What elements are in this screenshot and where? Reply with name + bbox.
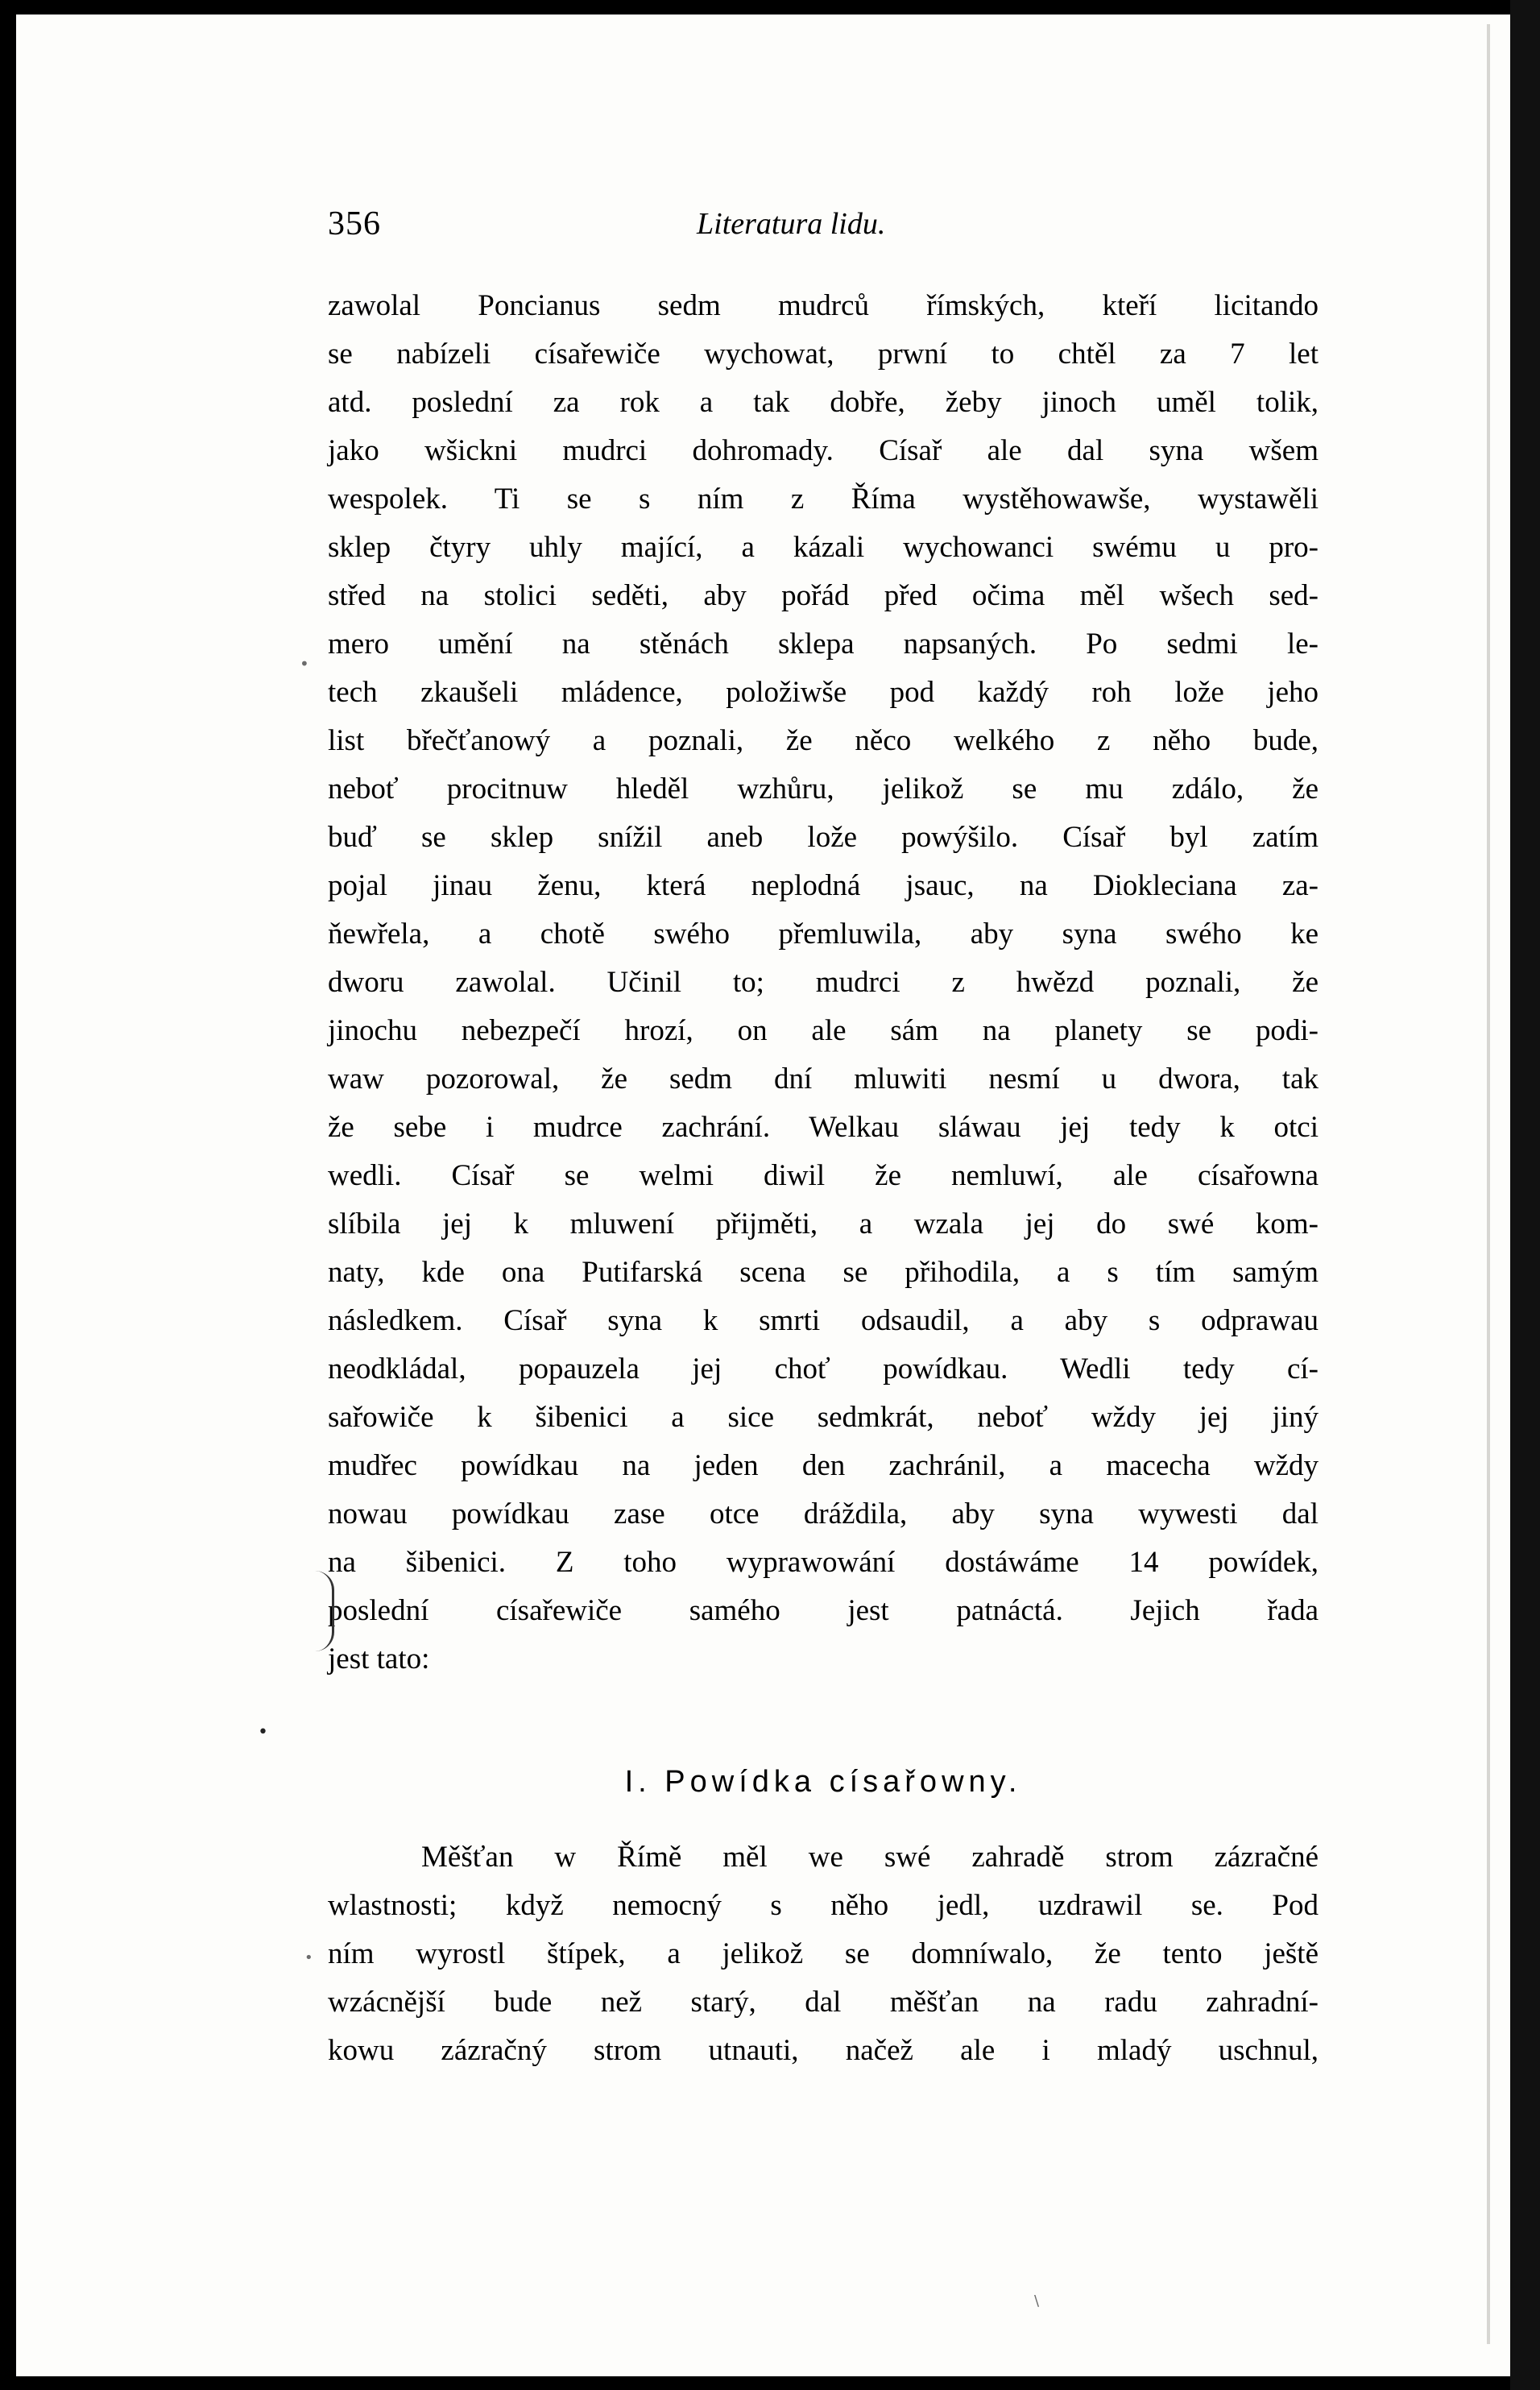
margin-dot: • xyxy=(300,654,309,673)
text-line: poslední císařewiče samého jest patnáctá. Jejich řada xyxy=(328,1594,1319,1627)
text-line: mero umění na stěnách sklepa napsaných. Po sedmi le- xyxy=(328,628,1319,661)
main-paragraph xyxy=(328,282,1319,1684)
text-line: buď se sklep snížil aneb lože powýšilo. Císař byl zatím xyxy=(328,821,1319,854)
text-line: list břečťanowý a poznali, že něco welkého z něho bude, xyxy=(328,724,1319,757)
text-line: neodkládal, popauzela jej choť powídkau. Wedli tedy cí- xyxy=(328,1352,1319,1386)
margin-dot: • xyxy=(258,1722,268,1742)
text-line: jest tato: xyxy=(328,1642,430,1675)
text-line: ním wyrostl štípek, a jelikož se domníwalo, že tento ještě xyxy=(328,1937,1319,1970)
text-line: wlastnosti; když nemocný s něho jedl, uzdrawil se. Pod xyxy=(328,1889,1319,1922)
text-line: naty, kde ona Putifarská scena se přihodila, a s tím samým xyxy=(328,1256,1319,1289)
text-line: wedli. Císař se welmi diwil že nemluwí, ale císařowna xyxy=(328,1159,1319,1192)
page-number: 356 xyxy=(328,205,381,242)
text-line: wzácnější bude než starý, dal měšťan na radu zahradní- xyxy=(328,1986,1319,2019)
text-line: jinochu nebezpečí hrozí, on ale sám na planety se podi- xyxy=(328,1014,1319,1047)
text-line: wespolek. Ti se s ním z Říma wystěhowawše, wystawěli xyxy=(328,483,1319,516)
margin-dot: • xyxy=(304,1949,313,1966)
text-line: jako wšickni mudrci dohromady. Císař ale dal syna wšem xyxy=(328,434,1319,467)
text-line: pojal jinau ženu, která neplodná jsauc, na Diokleciana za- xyxy=(328,869,1319,902)
margin-bracket-mark xyxy=(314,1571,334,1651)
text-line: slíbila jej k mluwení přijměti, a wzala jej do swé kom- xyxy=(328,1207,1319,1241)
running-title: Literatura lidu. xyxy=(697,207,886,241)
text-line: se nabízeli císařewiče wychowat, prwní to chtěl za 7 let xyxy=(328,338,1319,371)
page-header xyxy=(328,200,1319,248)
text-line: ňewřela, a chotě swého přemluwila, aby syna swého ke xyxy=(328,917,1319,951)
text-line: kowu zázračný strom utnauti, načež ale i mladý uschnul, xyxy=(328,2034,1319,2067)
text-line: mudřec powídkau na jeden den zachránil, a macecha wždy xyxy=(328,1449,1319,1482)
text-line: Měšťan w Římě měl we swé zahradě strom zázračné xyxy=(421,1841,1319,1874)
text-line: tech zkaušeli mládence, položiwše pod každý roh lože jeho xyxy=(328,676,1319,709)
text-line: nowau powídkau zase otce dráždila, aby syna wywesti dal xyxy=(328,1497,1319,1531)
text-line: střed na stolici seděti, aby pořád před očima měl wšech sed- xyxy=(328,579,1319,612)
text-line: sařowiče k šibenici a sice sedmkrát, neboť wždy jej jiný xyxy=(328,1401,1319,1434)
text-line: že sebe i mudrce zachrání. Welkau sláwau jej tedy k otci xyxy=(328,1111,1319,1144)
text-line: dworu zawolal. Učinil to; mudrci z hwězd poznali, že xyxy=(328,966,1319,999)
text-line: na šibenici. Z toho wyprawowání dostáwáme 14 powídek, xyxy=(328,1546,1319,1579)
margin-tick: \ xyxy=(1034,2293,1040,2309)
section-heading: I. Powídka císařowny. xyxy=(624,1765,1022,1799)
scan-edge xyxy=(1510,0,1540,2390)
text-line: sklep čtyry uhly mající, a kázali wychowanci swému u pro- xyxy=(328,531,1319,564)
text-line: neboť procitnuw hleděl wzhůru, jelikož se mu zdálo, že xyxy=(328,773,1319,806)
text-line: zawolal Poncianus sedm mudrců římských, kteří licitando xyxy=(328,289,1319,322)
page-edge-shadow xyxy=(1487,24,1490,2344)
text-line: waw pozorowal, že sedm dní mluwiti nesmí u dwora, tak xyxy=(328,1062,1319,1096)
text-line: atd. poslední za rok a tak dobře, žeby jinoch uměl tolik, xyxy=(328,386,1319,419)
second-paragraph xyxy=(328,1833,1319,2075)
text-line: následkem. Císař syna k smrti odsaudil, a aby s odprawau xyxy=(328,1304,1319,1337)
